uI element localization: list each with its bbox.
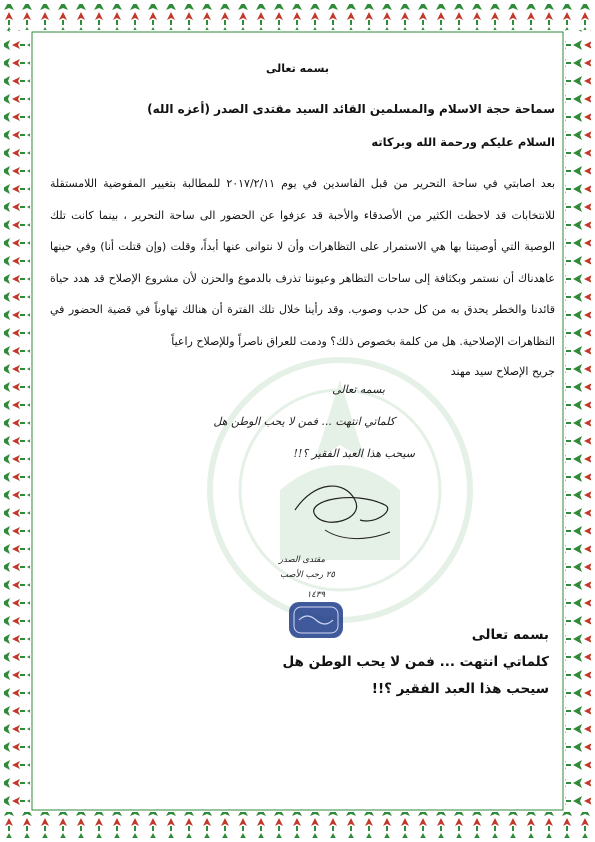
signature — [285, 470, 405, 550]
transcription-line-2: سيحب هذا العبد الفقير ؟!! — [371, 681, 549, 697]
letter-greeting: السلام عليكم ورحمة الله وبركاته — [371, 135, 555, 149]
letter-addressee: سماحة حجة الاسلام والمسلمين القائد السيد مقتدى الصدر (أعزه الله) — [147, 102, 555, 116]
transcription-line-1: كلماتي انتهت ... فمن لا يحب الوطن هل — [282, 654, 549, 670]
letter-heading: بسمه تعالى — [266, 62, 329, 75]
letter-sender: جريح الإصلاح سيد مهند — [450, 365, 555, 378]
handwritten-line-2: سيحب هذا العبد الفقير ؟!! — [293, 447, 415, 460]
handwritten-line-1: كلماتي انتهت ... فمن لا يحب الوطن هل — [213, 415, 395, 428]
official-stamp — [287, 600, 345, 640]
handwritten-name: مقتدى الصدر — [278, 555, 325, 565]
handwritten-heading: بسمه تعالى — [332, 383, 385, 396]
letter-page — [40, 40, 555, 802]
handwritten-date: ٢٥ رجب الأصب — [279, 570, 335, 580]
handwritten-year: ١٤٣٩ — [306, 590, 325, 600]
letter-body: بعد اصابتي في ساحة التحرير من قبل الفاسدين في يوم ٢٠١٧/٢/١١ للمطالبة بتغيير المفوضية اللامستقلة للانتخابات قد لاحظت الكثير من الأصدقاء والأحبة قد عزفوا عن الحضور الى ساحة التحرير ، بينما كانت تلك الوصية التي أوصيتنا بها هي الاستمرار على التظاهرات وأن لا نتوانى عنها أبداً، وقلت (وإن قتلت أنا) وفي حينها عاهدناك أن نستمر وبكثافة إلى ساحات التظاهر وعيوننا تذرف بالدموع والحزن لأن مشروع الإصلاح قد هدد حياة قائدنا والخطر يحدق به من كل حدب وصوب. وقد رأينا خلال تلك الفترة أن هنالك تهاوناً في قضية الحضور في التظاهرات الإصلاحية. هل من كلمة بخصوص ذلك؟ ودمت للعراق ناصراً وللإصلاح راعياً — [50, 177, 556, 348]
transcription-heading: بسمه تعالى — [471, 627, 549, 643]
